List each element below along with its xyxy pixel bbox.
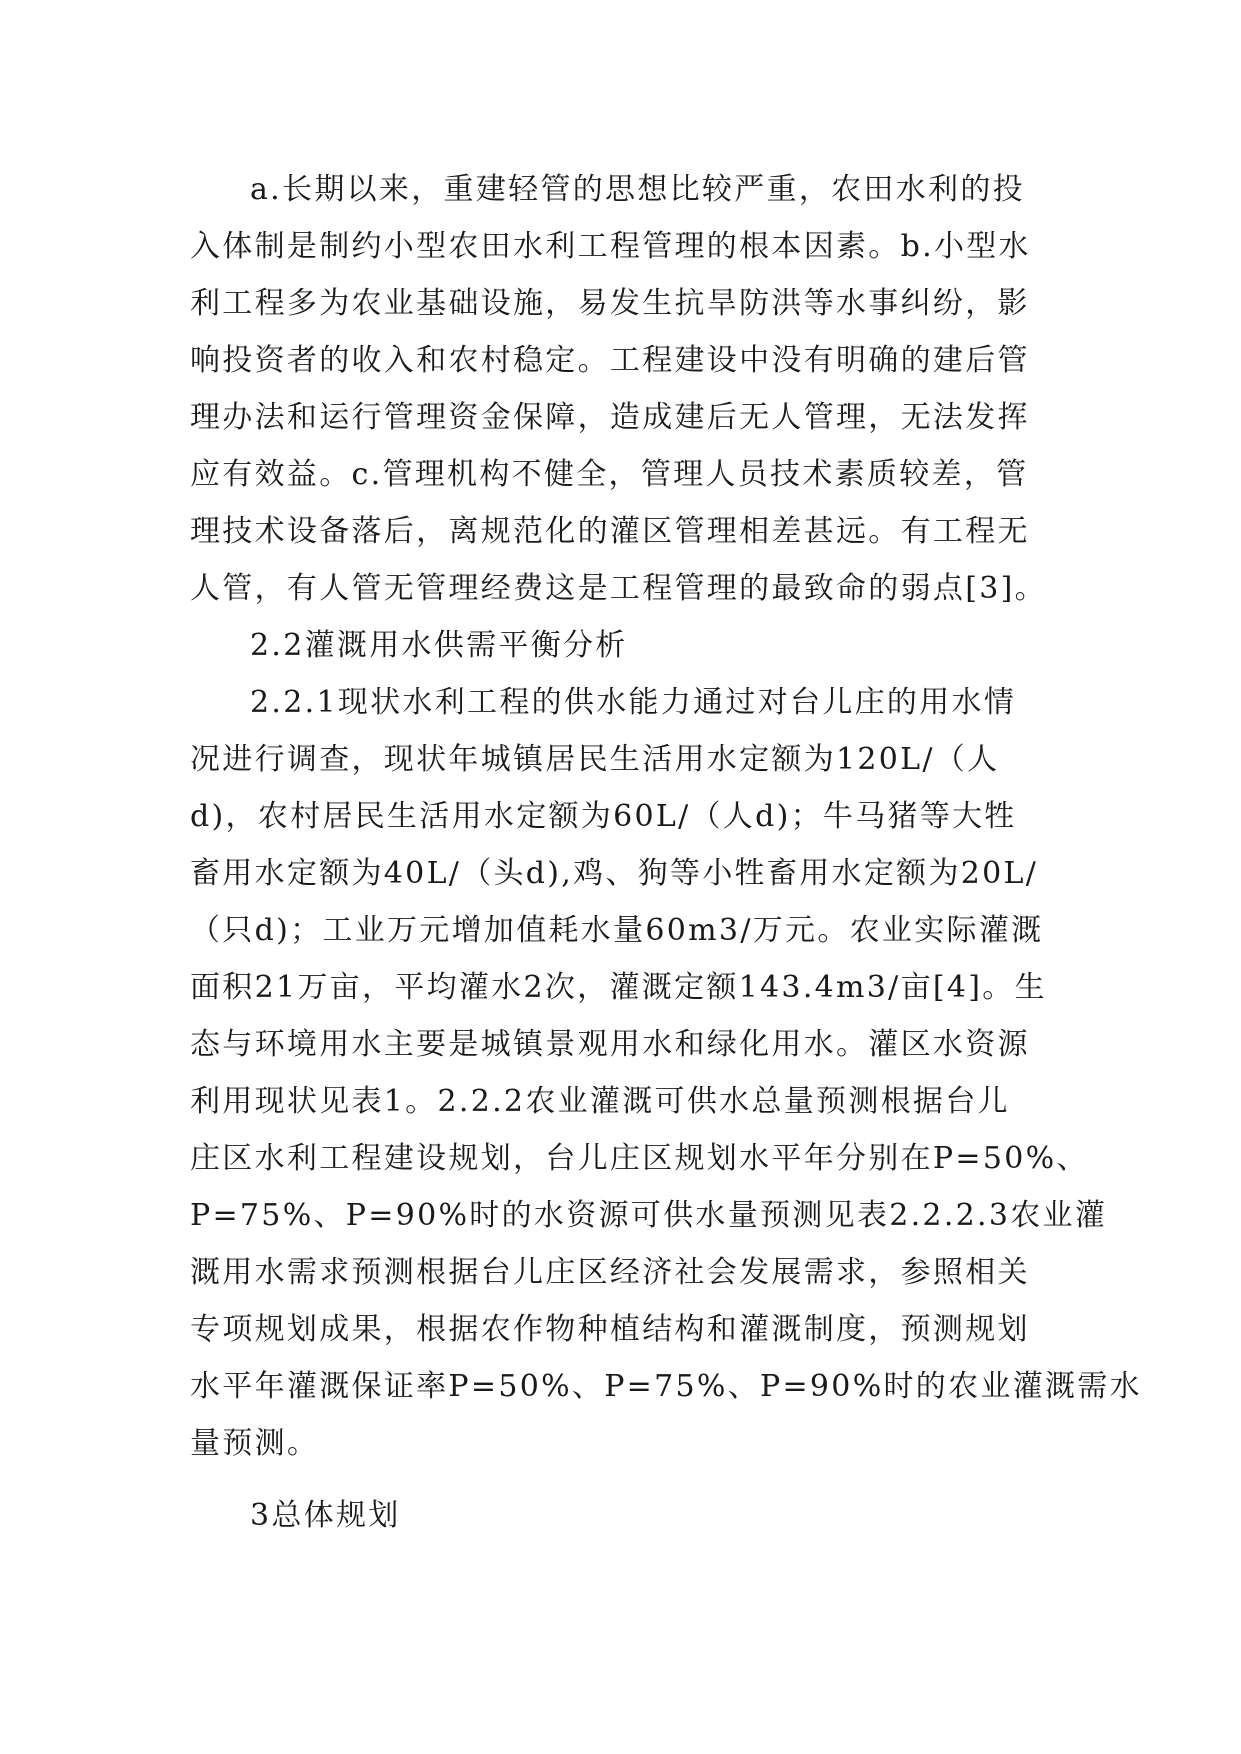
paragraph-line: 畜用水定额为40L/（头d),鸡、狗等小牲畜用水定额为20L/ xyxy=(190,856,1039,891)
section-heading: 2.2灌溉用水供需平衡分析 xyxy=(250,628,628,663)
paragraph-line: 利工程多为农业基础设施，易发生抗旱防洪等水事纠纷，影 xyxy=(190,286,1030,321)
paragraph-line: 响投资者的收入和农村稳定。工程建设中没有明确的建后管 xyxy=(190,343,1030,378)
paragraph-line: 态与环境用水主要是城镇景观用水和绿化用水。灌区水资源 xyxy=(190,1027,1030,1062)
section-heading: 3总体规划 xyxy=(250,1498,401,1533)
paragraph-line: 利用现状见表1。2.2.2农业灌溉可供水总量预测根据台儿 xyxy=(190,1084,1010,1119)
paragraph-line: 水平年灌溉保证率P=50%、P=75%、P=90%时的农业灌溉需水 xyxy=(190,1369,1142,1404)
paragraph-line: d)，农村居民生活用水定额为60L/（人d)；牛马猪等大牲 xyxy=(190,799,1017,834)
paragraph-line: a.长期以来，重建轻管的思想比较严重，农田水利的投 xyxy=(250,172,1025,207)
paragraph-line: 溉用水需求预测根据台儿庄区经济社会发展需求，参照相关 xyxy=(190,1255,1030,1290)
paragraph-line: 人管，有人管无管理经费这是工程管理的最致命的弱点[3]。 xyxy=(190,571,1047,606)
paragraph-line: 2.2.1现状水利工程的供水能力通过对台儿庄的用水情 xyxy=(250,685,1017,720)
paragraph-line: 应有效益。c.管理机构不健全，管理人员技术素质较差，管 xyxy=(190,457,1029,492)
paragraph-line: 入体制是制约小型农田水利工程管理的根本因素。b.小型水 xyxy=(190,229,1031,264)
paragraph-line: 理技术设备落后，离规范化的灌区管理相差甚远。有工程无 xyxy=(190,514,1030,549)
paragraph-line: P=75%、P=90%时的水资源可供水量预测见表2.2.2.3农业灌 xyxy=(190,1198,1108,1233)
paragraph-line: 面积21万亩，平均灌水2次，灌溉定额143.4m3/亩[4]。生 xyxy=(190,970,1047,1005)
paragraph-line: 庄区水利工程建设规划，台儿庄区规划水平年分别在P=50%、 xyxy=(190,1141,1089,1176)
paragraph-line: 专项规划成果，根据农作物种植结构和灌溉制度，预测规划 xyxy=(190,1312,1030,1347)
paragraph-line: 理办法和运行管理资金保障，造成建后无人管理，无法发挥 xyxy=(190,400,1030,435)
paragraph-line: 量预测。 xyxy=(190,1426,320,1461)
paragraph-line: （只d)；工业万元增加值耗水量60m3/万元。农业实际灌溉 xyxy=(190,913,1044,948)
paragraph-line: 况进行调查，现状年城镇居民生活用水定额为120L/（人 xyxy=(190,742,1000,777)
